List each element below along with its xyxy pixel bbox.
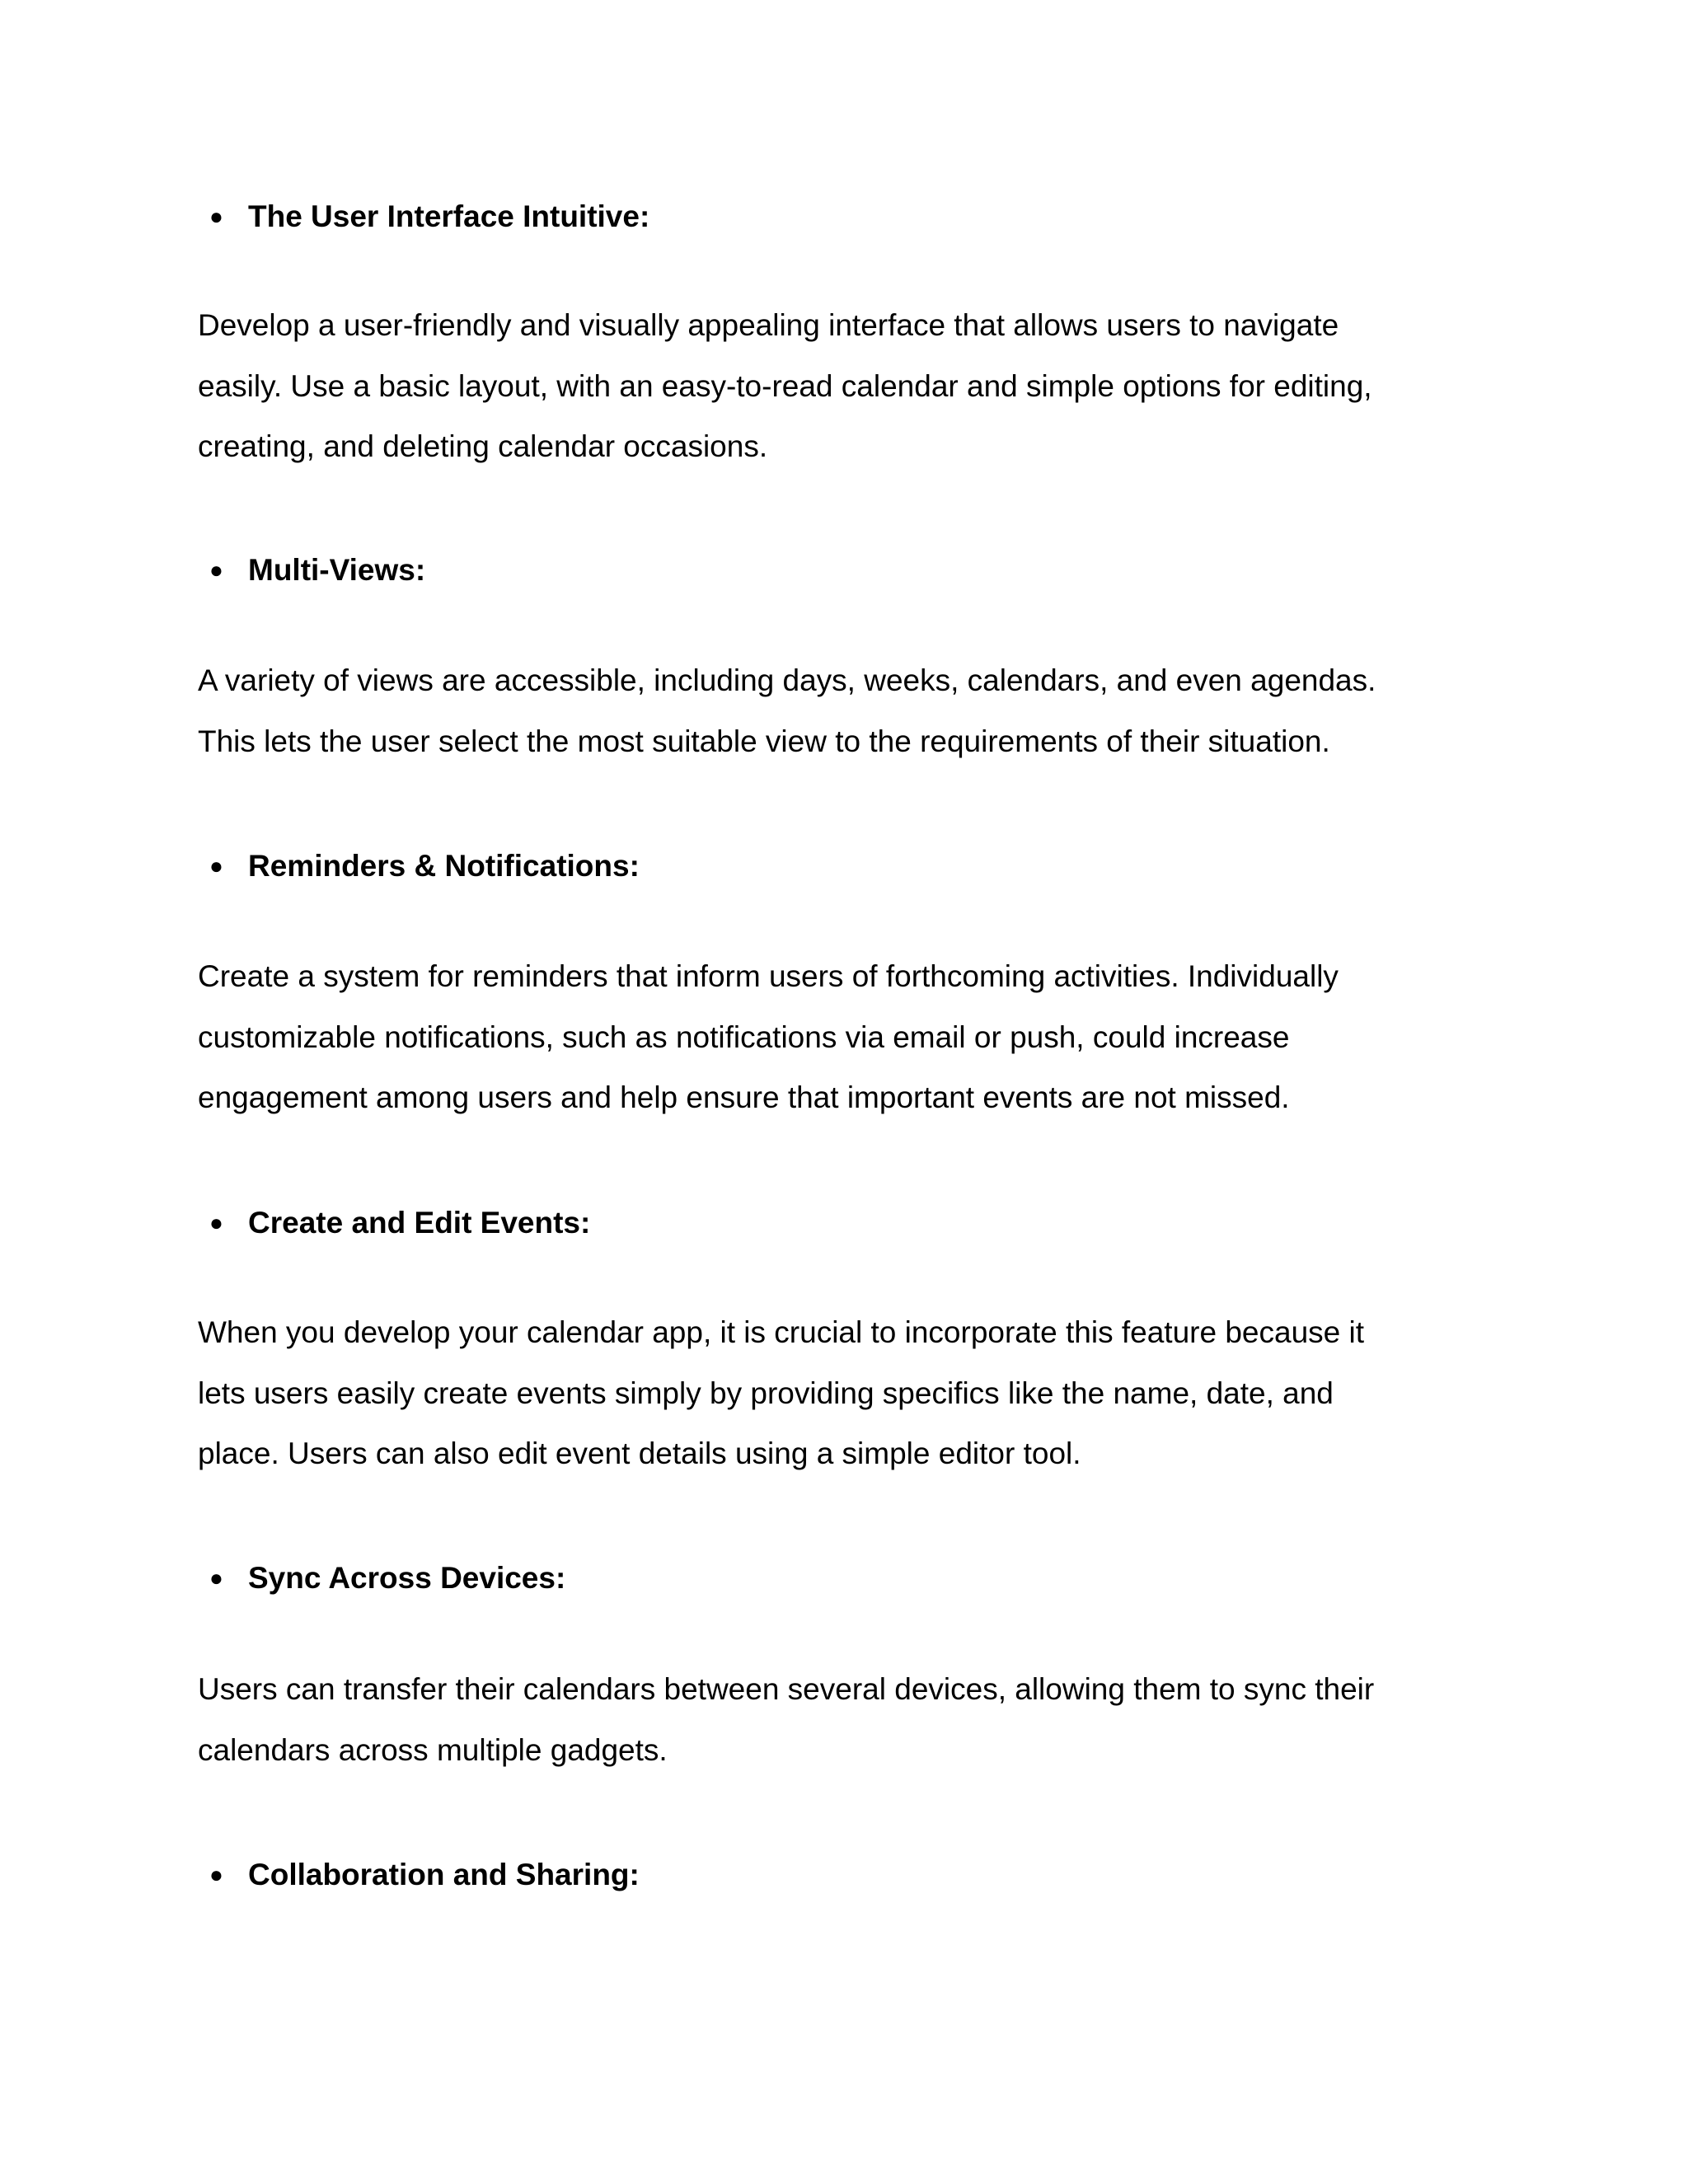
- bullet-icon: ●: [209, 204, 223, 229]
- paragraph-line: Create a system for reminders that inform users of forthcoming activities. Individually: [198, 959, 1339, 993]
- paragraph-line: place. Users can also edit event details using a simple editor tool.: [198, 1436, 1081, 1470]
- section-heading-reminders: [209, 848, 640, 884]
- paragraph-line: engagement among users and help ensure that important events are not missed.: [198, 1080, 1290, 1114]
- bullet-icon: ●: [209, 1565, 223, 1591]
- section-paragraph-reminders: [198, 946, 1517, 1128]
- section-paragraph-sync: [198, 1659, 1517, 1780]
- paragraph-line: lets users easily create events simply by providing specifics like the name, date, and: [198, 1376, 1334, 1410]
- heading-text: Sync Across Devices:: [248, 1561, 566, 1595]
- bullet-icon: ●: [209, 557, 223, 583]
- section-paragraph-multi-views: [198, 650, 1517, 771]
- section-heading-sync: [209, 1560, 566, 1596]
- paragraph-line: Users can transfer their calendars between several devices, allowing them to sync their: [198, 1672, 1375, 1706]
- section-paragraph-create-edit: [198, 1302, 1517, 1484]
- paragraph-line: easily. Use a basic layout, with an easy-to-read calendar and simple options for editing,: [198, 368, 1372, 403]
- heading-text: Multi-Views:: [248, 553, 426, 587]
- heading-text: Reminders & Notifications:: [248, 849, 640, 883]
- paragraph-line: A variety of views are accessible, including days, weeks, calendars, and even agendas.: [198, 663, 1376, 697]
- paragraph-line: customizable notifications, such as notifications via email or push, could increase: [198, 1019, 1290, 1054]
- heading-text: Create and Edit Events:: [248, 1206, 591, 1240]
- section-heading-collaboration: [209, 1857, 640, 1893]
- paragraph-line: This lets the user select the most suitable view to the requirements of their situation.: [198, 724, 1330, 758]
- heading-text: The User Interface Intuitive:: [248, 199, 650, 233]
- bullet-icon: ●: [209, 1862, 223, 1887]
- section-heading-ui-intuitive: [209, 199, 650, 235]
- paragraph-line: calendars across multiple gadgets.: [198, 1732, 668, 1767]
- section-heading-create-edit: [209, 1205, 591, 1241]
- bullet-icon: ●: [209, 1210, 223, 1235]
- paragraph-line: creating, and deleting calendar occasions.: [198, 429, 768, 463]
- section-paragraph-ui-intuitive: [198, 295, 1517, 477]
- heading-text: Collaboration and Sharing:: [248, 1858, 640, 1891]
- section-heading-multi-views: [209, 552, 426, 588]
- paragraph-line: Develop a user-friendly and visually appealing interface that allows users to navigate: [198, 308, 1339, 342]
- bullet-icon: ●: [209, 853, 223, 879]
- paragraph-line: When you develop your calendar app, it is crucial to incorporate this feature because it: [198, 1315, 1365, 1349]
